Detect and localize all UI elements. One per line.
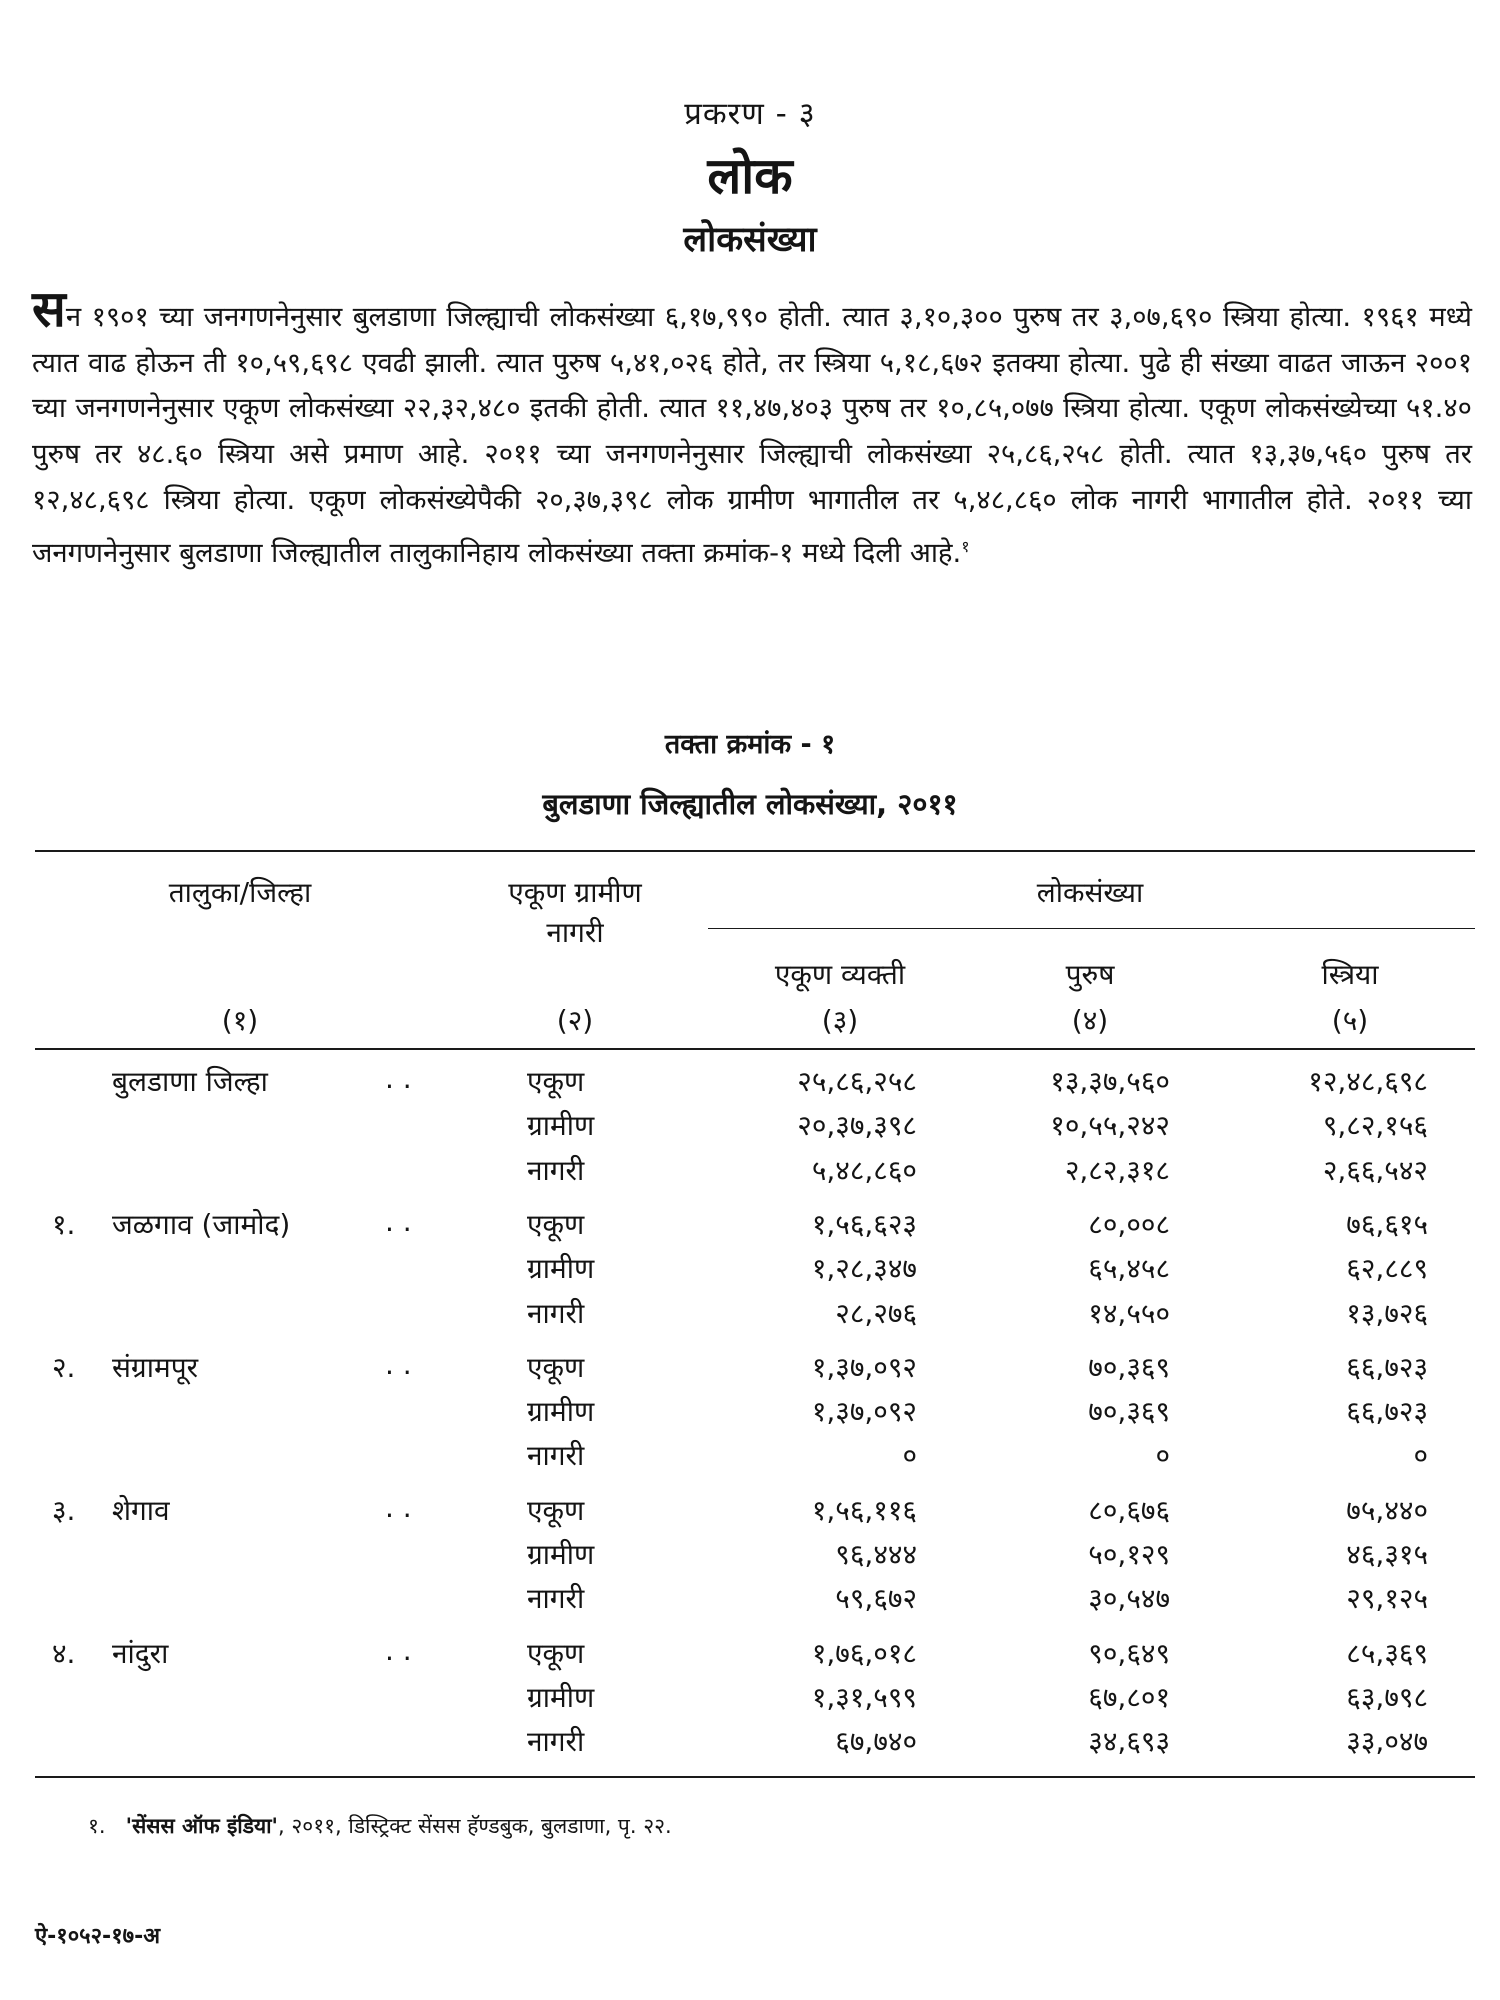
cell-female: ६२,८८९	[1346, 1252, 1428, 1286]
row-taluka-name: बुलडाणा जिल्हा	[112, 1065, 268, 1098]
table-number: तक्ता क्रमांक - १	[664, 729, 836, 760]
header-num-4: (४)	[1071, 1004, 1109, 1037]
row-type: नागरी	[527, 1439, 585, 1473]
cell-male: २,८२,३१८	[1064, 1153, 1170, 1187]
row-type: एकूण	[527, 1065, 585, 1098]
cell-total: १,७६,०१८	[811, 1636, 917, 1670]
cell-male: ८०,६७६	[1088, 1493, 1170, 1527]
footnote-number: १.	[88, 1814, 106, 1838]
cell-total: ५९,६७२	[835, 1582, 917, 1616]
cell-male: ६७,८०१	[1088, 1680, 1170, 1714]
row-type: ग्रामीण	[527, 1109, 595, 1143]
row-serial: १.	[52, 1207, 76, 1241]
row-dots: . .	[385, 1633, 412, 1667]
cell-total: २०,३७,३९८	[797, 1109, 917, 1143]
cell-female: ६६,७२३	[1346, 1350, 1428, 1384]
intro-paragraph	[32, 280, 1473, 576]
header-female: स्त्रिया	[1321, 958, 1379, 991]
row-taluka-name: नांदुरा	[112, 1636, 169, 1670]
cell-male: १३,३७,५६०	[1050, 1065, 1170, 1098]
row-dots: . .	[385, 1490, 412, 1524]
row-type: एकूण	[527, 1493, 585, 1527]
cell-male: ५०,१२९	[1088, 1538, 1170, 1571]
header-taluka: तालुका/जिल्हा	[168, 876, 312, 909]
header-bottom-rule	[35, 1048, 1475, 1050]
row-serial: ४.	[52, 1636, 76, 1670]
cell-total: २८,२७६	[835, 1296, 917, 1330]
cell-total: १,३७,०९२	[811, 1395, 917, 1429]
cell-female: २,६६,५४२	[1322, 1153, 1428, 1187]
cell-total: २५,८६,२५८	[797, 1065, 917, 1098]
page-code: ऐ-१०५२-१७-अ	[35, 1924, 161, 1949]
header-type-line2: नागरी	[546, 916, 604, 949]
cell-female: ६६,७२३	[1346, 1395, 1428, 1429]
header-num-1: (१)	[221, 1004, 259, 1037]
cell-female: ३३,०४७	[1346, 1725, 1428, 1759]
footnote-source: 'सेंसस ऑफ इंडिया'	[125, 1814, 278, 1838]
cell-total: १,२८,३४७	[811, 1252, 917, 1286]
cell-female: ६३,७९८	[1346, 1680, 1428, 1714]
cell-total: १,३७,०९२	[811, 1350, 917, 1384]
cell-female: ०	[1413, 1439, 1428, 1473]
cell-male: १४,५५०	[1088, 1296, 1170, 1330]
row-type: ग्रामीण	[527, 1538, 595, 1571]
row-type: ग्रामीण	[527, 1252, 595, 1286]
row-dots: . .	[385, 1347, 412, 1381]
row-serial: ३.	[52, 1493, 76, 1527]
chapter-label: प्रकरण - ३	[684, 96, 816, 132]
cell-total: १,५६,६२३	[811, 1207, 917, 1241]
row-taluka-name: जळगाव (जामोद)	[112, 1207, 291, 1241]
cell-total: ६७,७४०	[835, 1725, 917, 1759]
intro-text: न १९०१ च्या जनगणनेनुसार बुलडाणा जिल्ह्याची लोकसंख्या ६,१७,९९० होती. त्यात ३,१०,३०० पुरुष तर ३,०७,६९० स्त्रिया होत्या. १९६१ मध्ये त्यात वाढ होऊन ती १०,५९,६९८ एवढी झाली. त्यात पुरुष ५,४१,०२६ होते, तर स्त्रिया ५,१८,६७२ इतक्या होत्या. पुढे ही संख्या वाढत जाऊन २००१ च्या जनगणनेनुसार एकूण लोकसंख्या २२,३२,४८० इतकी होती. त्यात ११,४७,४०३ पुरुष तर १०,८५,०७७ स्त्रिया होत्या. एकूण लोकसंख्येच्या ५१.४० पुरुष तर ४८.६० स्त्रिया असे प्रमाण आहे. २०११ च्या जनगणनेनुसार जिल्ह्याची लोकसंख्या २५,८६,२५८ होती. त्यात १३,३७,५६० पुरुष तर १२,४८,६९८ स्त्रिया होत्या. एकूण लोकसंख्येपैकी २०,३७,३९८ लोक ग्रामीण भागातील तर ५,४८,८६० लोक नागरी भागातील होते. २०११ च्या जनगणनेनुसार बुलडाणा जिल्ह्यातील तालुकानिहाय लोकसंख्या तक्ता क्रमांक-१ मध्ये दिली आहे.	[32, 301, 1473, 569]
footnote	[88, 1812, 672, 1840]
row-type: नागरी	[527, 1153, 585, 1187]
header-population-group: लोकसंख्या	[1036, 876, 1144, 909]
cell-total: १,५६,११६	[811, 1493, 917, 1527]
row-type: नागरी	[527, 1725, 585, 1759]
drop-cap: स	[32, 280, 66, 338]
footnote-ref: १	[961, 536, 970, 556]
cell-female: ८५,३६९	[1346, 1636, 1428, 1670]
cell-male: ९०,६४९	[1088, 1636, 1170, 1670]
row-type: ग्रामीण	[527, 1680, 595, 1714]
header-male: पुरुष	[1065, 958, 1115, 991]
row-dots: . .	[385, 1062, 412, 1095]
row-type: एकूण	[527, 1207, 585, 1241]
cell-female: ४६,३१५	[1346, 1538, 1428, 1571]
cell-male: ८०,००८	[1088, 1207, 1170, 1241]
group-header-rule	[708, 928, 1475, 929]
header-total: एकूण व्यक्ती	[774, 958, 906, 991]
cell-male: १०,५५,२४२	[1050, 1109, 1170, 1143]
table-title: बुलडाणा जिल्ह्यातील लोकसंख्या, २०११	[542, 787, 958, 821]
footnote-rest: , २०११, डिस्ट्रिक्ट सेंसस हॅण्डबुक, बुलडाणा, पृ. २२.	[278, 1814, 672, 1838]
row-taluka-name: संग्रामपूर	[112, 1350, 199, 1384]
header-num-3: (३)	[821, 1004, 859, 1037]
row-type: नागरी	[527, 1296, 585, 1330]
cell-female: ९,८२,१५६	[1322, 1109, 1428, 1143]
table-bottom-rule	[35, 1776, 1475, 1778]
cell-total: १,३१,५९९	[811, 1680, 917, 1714]
section-title: लोकसंख्या	[683, 220, 817, 260]
cell-female: ७५,४४०	[1346, 1493, 1428, 1527]
cell-female: ७६,६१५	[1346, 1207, 1428, 1241]
cell-male: ७०,३६९	[1088, 1350, 1170, 1384]
cell-female: २९,१२५	[1346, 1582, 1428, 1616]
cell-female: १३,७२६	[1346, 1296, 1428, 1330]
table-top-rule	[35, 850, 1475, 852]
cell-total: ०	[902, 1439, 917, 1473]
header-num-5: (५)	[1331, 1004, 1369, 1037]
cell-total: ९६,४४४	[835, 1538, 917, 1571]
cell-male: ३४,६९३	[1088, 1725, 1170, 1759]
header-num-2: (२)	[556, 1004, 594, 1037]
cell-male: ०	[1155, 1439, 1170, 1473]
row-type: एकूण	[527, 1636, 585, 1670]
chapter-title: लोक	[707, 147, 793, 205]
header-type-line1: एकूण ग्रामीण	[508, 876, 642, 909]
cell-male: ३०,५४७	[1088, 1582, 1170, 1616]
cell-female: १२,४८,६९८	[1308, 1065, 1428, 1098]
row-type: ग्रामीण	[527, 1395, 595, 1429]
row-type: नागरी	[527, 1582, 585, 1616]
cell-total: ५,४८,८६०	[811, 1153, 917, 1187]
cell-male: ७०,३६९	[1088, 1395, 1170, 1429]
row-type: एकूण	[527, 1350, 585, 1384]
row-taluka-name: शेगाव	[112, 1493, 170, 1527]
row-serial: २.	[52, 1350, 76, 1384]
cell-male: ६५,४५८	[1088, 1252, 1170, 1286]
row-dots: . .	[385, 1204, 412, 1238]
